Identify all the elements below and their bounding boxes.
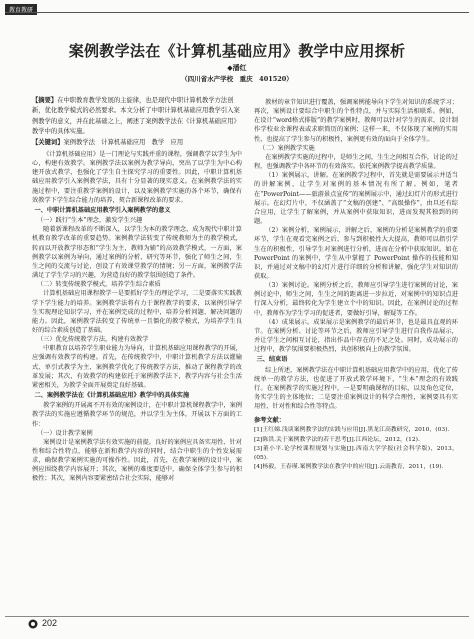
page-marker-icon bbox=[28, 619, 38, 629]
abstract-text: 在中职教育教学发展的主旋律，也是现代中职计算机教学方法创新，优化教学模式的必然要求。本文分析了中职计算机基础应用教学引入案例教学的意义，并在此基础之上，阐述了案例教学法在《计算机基础应用》教学中的具体实施。 bbox=[32, 97, 240, 136]
paragraph: 教材的章节知识进行覆盖，强调案例能导向下学生对知识的系统学习；再次，案例设计要综合中职生的个性特点，并与实际生活相联系。例如，在设计“word格式排版”的教学案例时，教师可以针对学生的需求，设计制作学校业余课程表或求职简历的案例；这样一来，不仅体现了案例的实用性，也提高了学生参与的积极性，案例更有效的面向于全体学生。 bbox=[254, 99, 458, 143]
paragraph: （1）案例展示，讲解。在案例教学过程中，首先就是需要展示并适当的讲解案例，让学生对案例的基本情况有所了解。例如，笔者在“PowerPoint——旅游景点宣传”的案例展示中，通过幻灯片的形式进行展示。在幻灯片中，不仅涵盖了“文稿的创建”、“高级操作”，由旦还有综合应用，让学生了解案例，并从案例中获取知识，进而发现其独到的问题。 bbox=[254, 172, 458, 226]
page-title: 案例教学法在《计算机基础应用》教学中应用探析 bbox=[68, 42, 406, 60]
top-rule bbox=[5, 12, 469, 13]
paragraph: （2）案例分析，案例展示，讲解之后，案例的分析是案例教学的重要环节，学生在观看完案例之后，参与到积极性大大提高，教师可以指引学生在的积极性，引导学生对案例进行分析，进而在分析中获取知识。如在 PowerPoint 的案例中，学生从中掌握了 PowerPoint 操作的技能和知识，并通过对文稿中的幻灯片进行详细的分析和讲解，强化学生对知识的获取。 bbox=[254, 227, 458, 280]
keywords-label: 【关键词】 bbox=[32, 138, 64, 146]
footer-rule bbox=[5, 616, 469, 617]
keywords-text: 案例教学法 计算机基础应用 教学 应用 bbox=[63, 138, 184, 146]
section-heading-1: 一、中职计算机基础应用教学引入案例教学的意义 bbox=[34, 206, 171, 214]
page-number: 202 bbox=[42, 618, 58, 628]
paragraph: 教学案例的开展离不开有效的案例设计，在中职计算机课程教学中，案例教学法的实施应遵循教学环节的规范，并以学生为主体，开展以下方面的工作： bbox=[32, 402, 242, 428]
paragraph: 随着新课程改革的不断深入，以学生为本的教学理念，成为现代中职计算机教育教学改革的重要趋势。案例教学法转变了传统教师为主的教学模式，转而以开放教学形态和“学生为主，教师为辅”的高效教学模式，一方面，案例教学以案例为导向，通过案例的分析、研究等环节，强化了师生之间，生生之间的交流与讨论，创设了有效课堂教学的情境；另一方面，案例教学法满足了学生学习的兴趣，为营造良好的教学氛围创造了条件。 bbox=[32, 226, 242, 280]
section-heading-2: 二、案例教学法在《计算机基础应用》教学中的具体实施 bbox=[34, 392, 190, 400]
references-title: 参考文献： bbox=[254, 417, 285, 425]
paragraph: 在案例教学实施的过程中，是师生之间，生生之间相互合作，讨论的过程，也强调教学中各环节的有效落实。依托案例教学提高教学质量。 bbox=[254, 153, 458, 171]
intro-paragraph: 《计算机基础应用》是一门理论与实践并重的课程，强调教学以学生为中心，构建有效教学。案例教学法以案例为教学导向，突出了以学生为中心构建开放式教学，也强化了学生自主探究学习的重要性。因此，中职计算机基础应用教学引入案例教学法，具有十分显著的现实意义。在案例教学法的实施过程中，要注重教学案例的设计，以及案例教学实施的各个环节，确保有效教学下学生综合能力的培养，契合新课程改革的要求。 bbox=[32, 151, 242, 204]
paragraph: 计算机基础应用课程教学一是要抓好学生的理论学习，二是要落实实践教学下学生能力的培养。案例教学法将有力于课程教学的要求，以案例引导学生实现理论知识学习，并在案例完成的过程中，培养分析问题、解决问题的能力。因此，案例教学法转变了传统单一且僵化的教学模式，为培养学生良好的综合素质创造了基础。 bbox=[32, 290, 242, 334]
subheading-2-2: （二）案例教学实施 bbox=[258, 144, 315, 152]
right-column bbox=[254, 98, 458, 472]
author: ◆潘红 bbox=[227, 63, 247, 72]
paragraph: 中职教育以培养学生职业能力为导向，计算机基础应用课程教学的开展，应强调有效教学的构建。首先，在传统教学中，中职计算机教学方法以灌输式、单引式教学为主，案例教学优化了传统教学方法，推动了课程教学的改革发展；其次，有效教学的构建依托于案例教学法下，教学内容与社会生活紧密相关，为教学全面开展奠定良好基础。 bbox=[32, 345, 242, 389]
affiliation: （四川省水产学校 重庆 401520） bbox=[181, 75, 293, 83]
section-tag: 教育教研 bbox=[5, 4, 37, 15]
reference-item: [4]杨毅，王春瑾.案例教学法在教学中的应用[J].云南教育，2011，(19). bbox=[254, 464, 444, 471]
paragraph: （4）成果展示。成果展示是案例教学的最后环节，也是最具直观的环节。在案例分析、讨论等环节之后，教师应引导学生进行自我作品展示，并让学生之间相互讨论，指出作品中存在的不足之处。同时，成功展示的过程中，教学氛围要积极热烈，共创积极向上的教学氛围。 bbox=[254, 318, 458, 354]
reference-item: [1]王红娣.浅谈案例教学法的实践与应用[J].黑龙江高教研究，2010，(03). bbox=[254, 427, 450, 434]
subheading-1-2: （二）转变传统教学模式，培养学生综合素质 bbox=[36, 281, 161, 289]
subheading-1-1: （一）践行“生本”理念，激发学生兴趣 bbox=[36, 217, 143, 225]
reference-item: [2]陈洪.关于案例教学法的若干思考[J].江西论坛，2012，(12). bbox=[254, 436, 420, 443]
left-column bbox=[32, 150, 242, 484]
paragraph: 综上所述，案例教学法在中职计算机基础应用教学中的应用，优化了传统单一的教学方法，也促进了开放式教学环境下，“生本”理念的有效践行。在案例教学的实施过程中，一是要明确课程的目标，以及角色定位，务实学生的主体地位；二是要注重案例设计的科学合理性，案例要具有实用性、针对性和综合性等特点。 bbox=[254, 366, 458, 411]
abstract-block bbox=[32, 96, 241, 148]
paragraph: （3）案例讨论。案例分析之后，教师应引导学生进行案例的讨论，案例讨论中，师生之间，生生之间的距离进一步拉近，对案例中的知识点进行深入分析，最终转化为学生建立个中的知识。因此，在案例讨论的过程中，教师作为学生学习的促进者，要做好引导，解疑等工作。 bbox=[254, 282, 458, 317]
abstract-label: 【摘要】 bbox=[32, 97, 58, 104]
reference-item: [3]董小平.论学校课程规划与实施[J].西南大学学报(社会科学版)，2013，(05). bbox=[254, 445, 458, 461]
paragraph: 案例设计是案例教学法有效实施的前提。良好的案例应具备实用性、针对性和综合性特点，能够在新和教学内容的同时，结合中职生的个性发展需求，确保教学案例实施的可操作性。因此，首先，在教学案例的设计中，案例应围绕教学内容展开；其次，案例的难度要适中，确保全体学生参与的积极性；其次，案例内容要紧密结合社会实际，能够对 bbox=[32, 438, 242, 483]
subheading-1-3: （三）优化传统教学方法，构建有效教学 bbox=[36, 336, 149, 344]
section-heading-3: 三、结束语 bbox=[256, 356, 288, 364]
subheading-2-1: （一）设计教学案例 bbox=[36, 429, 93, 437]
